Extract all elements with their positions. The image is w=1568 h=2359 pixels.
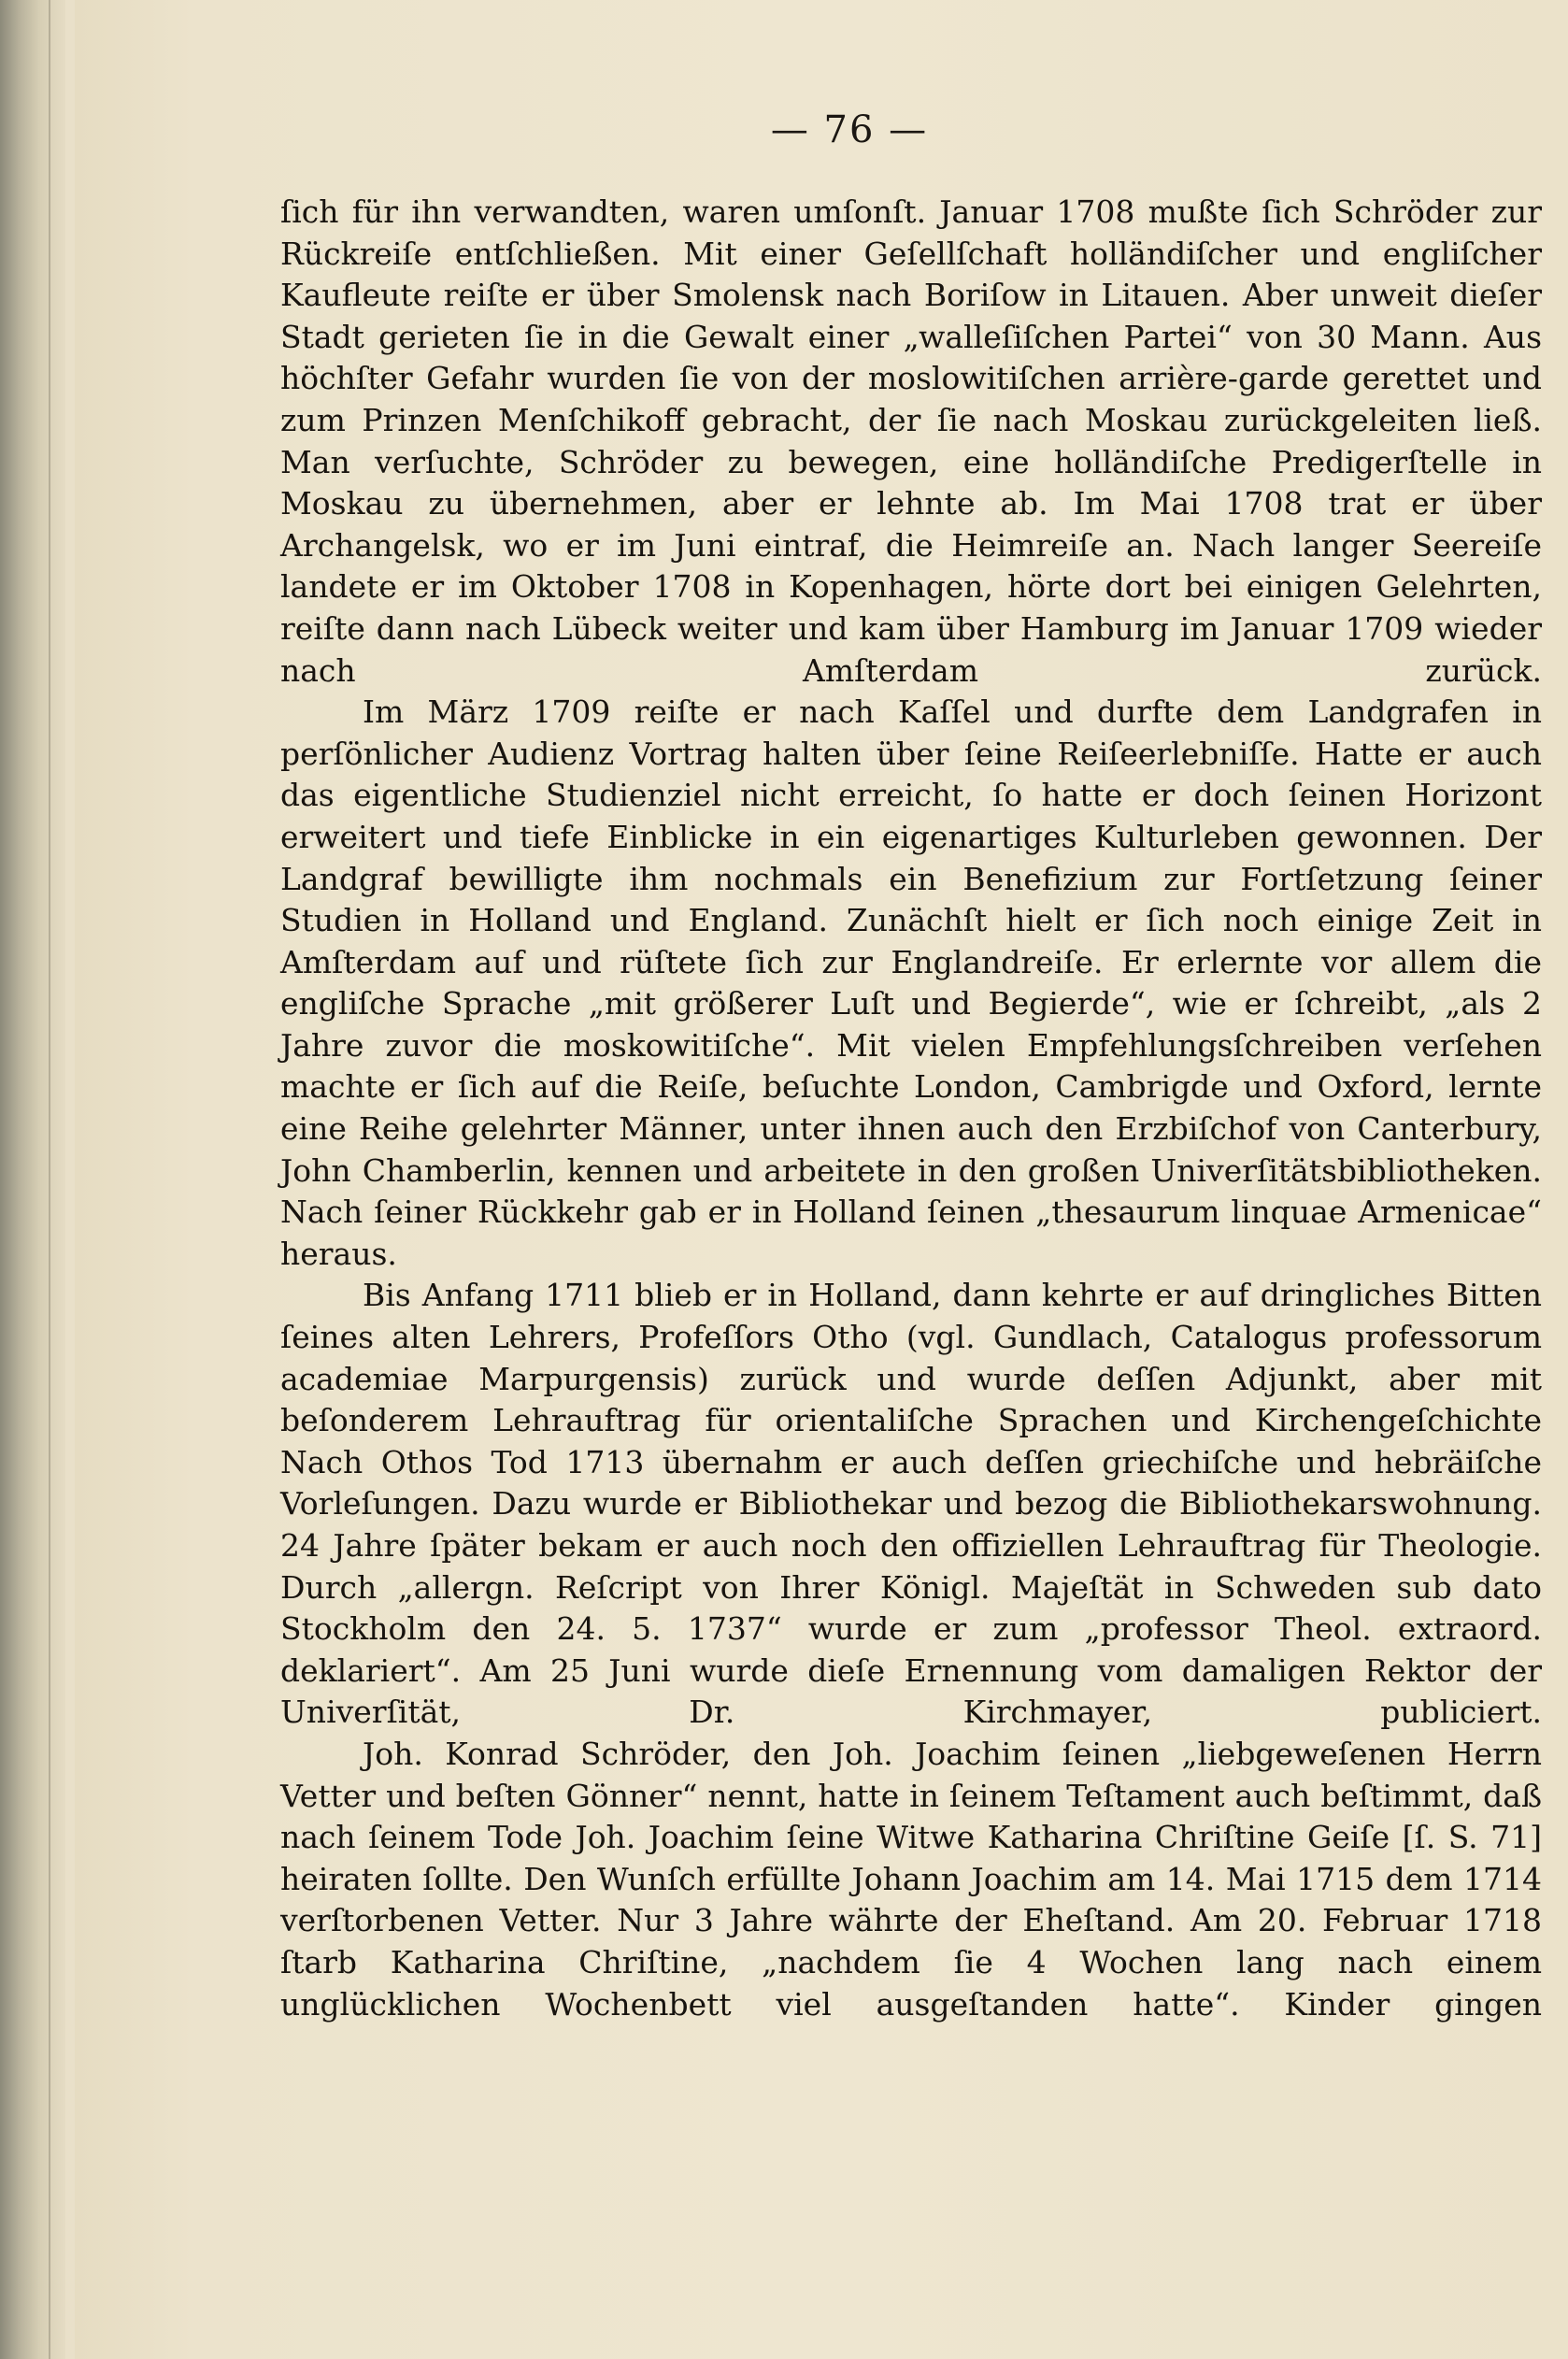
binding-edge	[49, 0, 50, 2359]
paragraph-2: Im März 1709 reiſte er nach Kaſſel und durfte dem Landgrafen in perſönlicher Audienz Vortrag halten über ſeine Reiſeerlebniſſe. Hatte er auch das eigentliche Studienziel nicht erreicht, ſo hatte er doch ſeinen Horizont erweitert und tiefe Einblicke in ein eigenartiges Kulturleben gewonnen. Der Landgraf bewilligte ihm nochmals ein Benefizium zur Fortſetzung ſeiner Studien in Holland und England. Zunächſt hielt er ſich noch einige Zeit in Amſterdam auf und rüſtete ſich zur Englandreiſe. Er erlernte vor allem die engliſche Sprache „mit größerer Luſt und Begierde“, wie er ſchreibt, „als 2 Jahre zuvor die moskowitiſche“. Mit vielen Empfehlungsſchreiben verſehen machte er ſich auf die Reiſe, beſuchte London, Cambrigde und Oxford, lernte eine Reihe gelehrter Männer, unter ihnen auch den Erzbiſchof von Canterbury, John Chamberlin, kennen und arbeitete in den großen Univerſitätsbibliotheken. Nach ſeiner Rückkehr gab er in Holland ſeinen „thesaurum linquae Armenicae“ heraus.	[280, 693, 1542, 1272]
paragraph-1: ſich für ihn verwandten, waren umſonſt. Januar 1708 mußte ſich Schröder zur Rückreiſe entſchließen. Mit einer Geſellſchaft holländiſcher und engliſcher Kaufleute reiſte er über Smolensk nach Boriſow in Litauen. Aber unweit dieſer Stadt gerieten ſie in die Gewalt einer „walleſiſchen Partei“ von 30 Mann. Aus höchſter Gefahr wurden ſie von der moslowitiſchen arrière-garde gerettet und zum Prinzen Menſchikoff gebracht, der ſie nach Moskau zurückgeleiten ließ. Man verſuchte, Schröder zu bewegen, eine holländiſche Predigerſtelle in Moskau zu übernehmen, aber er lehnte ab. Im Mai 1708 trat er über Archangelsk, wo er im Juni eintraf, die Heimreiſe an. Nach langer Seereiſe landete er im Oktober 1708 in Kopenhagen, hörte dort bei einigen Gelehrten, reiſte dann nach Lübeck weiter und kam über Hamburg im Januar 1709 wieder nach Amſterdam zurück.	[280, 193, 1542, 689]
paragraph-4: Joh. Konrad Schröder, den Joh. Joachim ſeinen „liebgeweſenen Herrn Vetter und beſten Gönner“ nennt, hatte in ſeinem Teſtament auch beſtimmt, daß nach ſeinem Tode Joh. Joachim ſeine Witwe Katharina Chriſtine Geiſe [ſ. S. 71] heiraten ſollte. Den Wunſch erfüllte Johann Joachim am 14. Mai 1715 dem 1714 verſtorbenen Vetter. Nur 3 Jahre währte der Eheſtand. Am 20. Februar 1718 ſtarb Katharina Chriſtine, „nachdem ſie 4 Wochen lang nach einem unglücklichen Wochenbett viel ausgeſtanden hatte“. Kinder gingen	[280, 1735, 1542, 2023]
page-number	[75, 108, 1568, 151]
paragraph-3: Bis Anfang 1711 blieb er in Holland, dann kehrte er auf dringliches Bitten ſeines alten Lehrers, Profeſſors Otho (vgl. Gundlach, Catalogus professorum academiae Marpurgensis) zurück und wurde deſſen Adjunkt, aber mit beſonderem Lehrauftrag für orientaliſche Sprachen und Kirchengeſchichte Nach Othos Tod 1713 übernahm er auch deſſen griechiſche und hebräiſche Vorleſungen. Dazu wurde er Bibliothekar und bezog die Bibliothekarswohnung. 24 Jahre ſpäter bekam er auch noch den offiziellen Lehrauftrag für Theologie. Durch „allergn. Reſcript von Ihrer Königl. Majeſtät in Schweden sub dato Stockholm den 24. 5. 1737“ wurde er zum „professor Theol. extraord. deklariert“. Am 25 Juni wurde dieſe Ernennung vom damaligen Rektor der Univerſität, Dr. Kirchmayer, publiciert.	[280, 1277, 1542, 1731]
page-number-text: — 76 —	[770, 108, 929, 151]
body-text	[280, 192, 1542, 2025]
book-spine-shadow	[0, 0, 65, 2359]
book-page	[75, 0, 1568, 2359]
